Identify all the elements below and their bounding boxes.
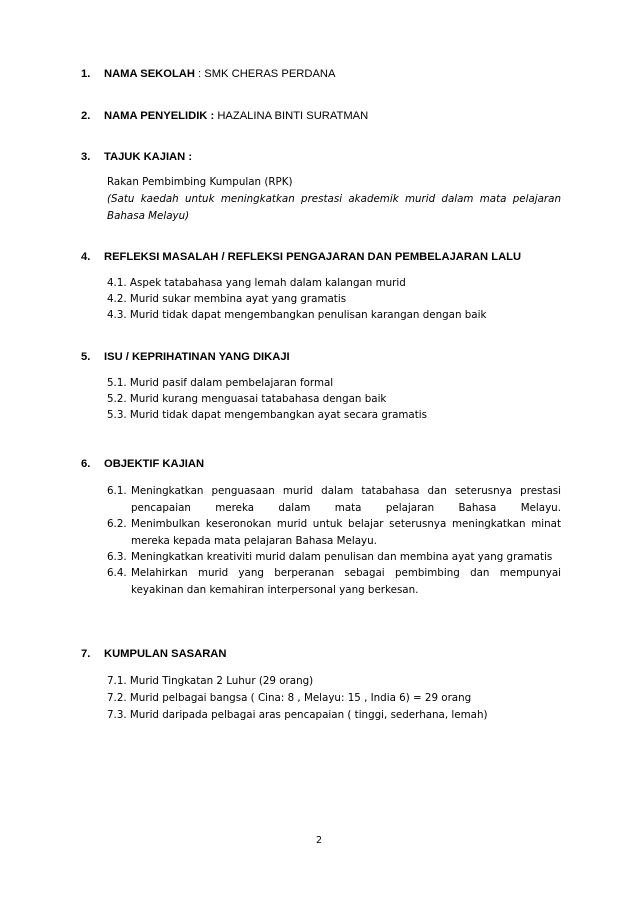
list-item xyxy=(107,549,561,566)
section-label: REFLEKSI MASALAH / REFLEKSI PENGAJARAN DAN PEMBELAJARAN LALU xyxy=(104,251,522,263)
section-nama-sekolah xyxy=(81,67,561,81)
list-item: 5.1. Murid pasif dalam pembelajaran formal xyxy=(107,377,334,389)
item-text: Melahirkan murid yang berperanan sebagai pembimbing dan mempunyai keyakinan dan kemahiran interpersonal yang berkesan. xyxy=(131,567,561,596)
section-number: 3. xyxy=(81,151,91,163)
list-item xyxy=(107,516,561,549)
section-label: NAMA PENYELIDIK : xyxy=(104,110,215,122)
section-label: NAMA SEKOLAH xyxy=(104,68,195,80)
item-number: 6.3. xyxy=(107,551,127,563)
section-refleksi-masalah xyxy=(81,250,561,264)
list-item: 4.3. Murid tidak dapat mengembangkan penulisan karangan dengan baik xyxy=(107,309,487,321)
section-value: HAZALINA BINTI SURATMAN xyxy=(214,110,369,122)
list-item: 7.3. Murid daripada pelbagai aras pencapaian ( tinggi, sederhana, lemah) xyxy=(107,709,488,721)
item-number: 6.4. xyxy=(107,567,127,579)
item-number: 6.2. xyxy=(107,518,127,530)
item-text: Menimbulkan keseronokan murid untuk belajar seterusnya meningkatkan minat mereka kepada mata pelajaran Bahasa Melayu. xyxy=(131,518,561,547)
section-label: OBJEKTIF KAJIAN xyxy=(104,458,205,470)
list-item xyxy=(107,565,561,598)
section-number: 7. xyxy=(81,648,91,660)
list-item: 5.3. Murid tidak dapat mengembangkan ayat secara gramatis xyxy=(107,409,428,421)
item-number: 6.1. xyxy=(107,485,127,497)
list-item: 4.1. Aspek tatabahasa yang lemah dalam kalangan murid xyxy=(107,277,406,289)
section-isu xyxy=(81,350,561,364)
section-value: : SMK CHERAS PERDANA xyxy=(194,68,336,80)
tajuk-kajian-body xyxy=(81,174,561,226)
section-label: ISU / KEPRIHATINAN YANG DIKAJI xyxy=(104,351,290,363)
list-item: 7.2. Murid pelbagai bangsa ( Cina: 8 , Melayu: 15 , India 6) = 29 orang xyxy=(107,692,472,704)
item-text: Meningkatkan penguasaan murid dalam tatabahasa dan seterusnya prestasi pencapaian mereka dalam mata pelajaran Bahasa Melayu. xyxy=(131,485,561,514)
item-text: Meningkatkan kreativiti murid dalam penulisan dan membina ayat yang gramatis xyxy=(131,551,553,563)
research-title: Rakan Pembimbing Kumpulan (RPK) xyxy=(107,176,293,188)
section-number: 5. xyxy=(81,351,91,363)
objektif-list xyxy=(81,483,561,603)
list-item xyxy=(107,483,561,516)
section-label: TAJUK KAJIAN : xyxy=(104,151,193,163)
isu-list xyxy=(81,376,561,426)
section-number: 2. xyxy=(81,110,91,122)
section-objektif xyxy=(81,457,561,471)
list-item: 7.1. Murid Tingkatan 2 Luhur (29 orang) xyxy=(107,675,314,687)
section-tajuk-kajian xyxy=(81,150,561,164)
section-nama-penyelidik xyxy=(81,109,561,123)
section-number: 4. xyxy=(81,251,91,263)
page-number: 2 xyxy=(315,835,323,846)
research-subtitle: (Satu kaedah untuk meningkatkan prestasi akademik murid dalam mata pelajaran Bahasa Melayu) xyxy=(107,193,561,222)
section-number: 1. xyxy=(81,68,91,80)
section-label: KUMPULAN SASARAN xyxy=(104,648,227,660)
list-item: 4.2. Murid sukar membina ayat yang gramatis xyxy=(107,293,347,305)
list-item: 5.2. Murid kurang menguasai tatabahasa dengan baik xyxy=(107,393,387,405)
section-kumpulan-sasaran xyxy=(81,647,561,661)
section-number: 6. xyxy=(81,458,91,470)
sasaran-list xyxy=(81,674,561,724)
refleksi-list xyxy=(81,276,561,326)
